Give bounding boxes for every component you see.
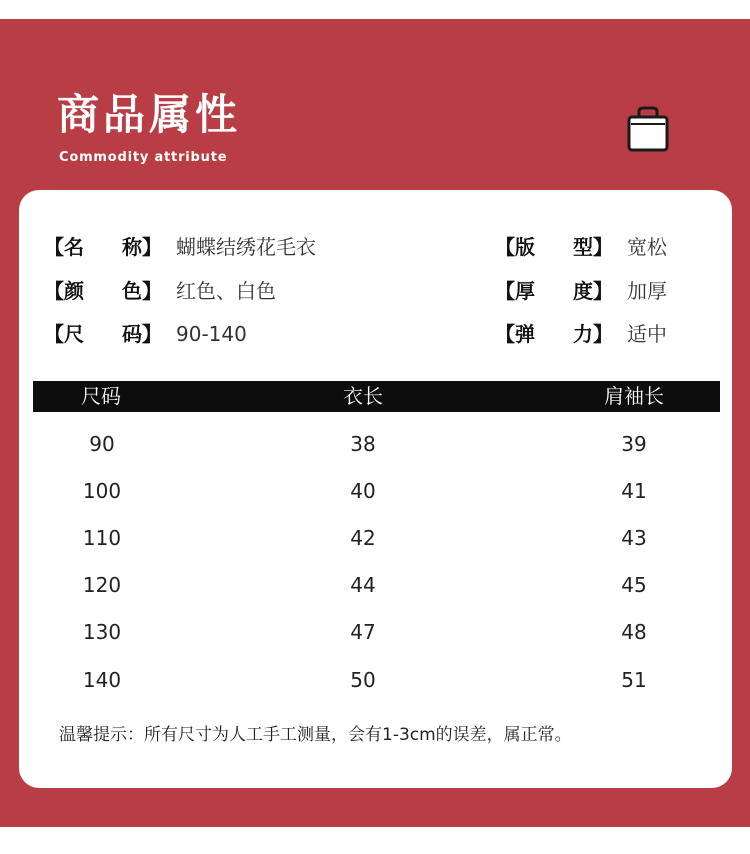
table-cell: 110 [82,526,122,550]
table-cell: 90 [89,432,115,456]
attr-key [44,319,162,349]
attr-value: 红色、白色 [176,279,276,303]
page-subtitle: Commodity attribute [59,150,228,165]
table-cell: 120 [82,573,122,597]
attr-value: 宽松 [627,235,667,259]
table-cell: 50 [350,668,376,692]
attr-key-end: 力】 [573,322,613,346]
table-cell: 100 [82,479,122,503]
table-cell: 140 [82,668,122,692]
attr-key-start: 【版 [495,235,535,259]
shopping-bag-icon [626,105,670,153]
table-cell: 130 [82,620,122,644]
column-header-sleeve: 肩袖长 [604,384,664,408]
attr-key [44,232,162,262]
attr-value: 90-140 [176,322,247,346]
table-cell: 40 [350,479,376,503]
size-table-header [33,381,720,412]
table-cell: 45 [621,573,647,597]
table-cell: 44 [350,573,376,597]
attr-key [495,319,613,349]
attr-key [495,276,613,306]
attr-key-end: 称】 [122,235,162,259]
table-cell: 42 [350,526,376,550]
column-header-size: 尺码 [81,384,121,408]
table-cell: 47 [350,620,376,644]
attr-key-start: 【厚 [495,279,535,303]
attr-key-end: 度】 [573,279,613,303]
attr-key-start: 【名 [44,235,84,259]
measurement-note: 温馨提示：所有尺寸为人工手工测量，会有1-3cm的误差，属正常。 [59,725,572,745]
attr-key-end: 色】 [122,279,162,303]
table-cell: 43 [621,526,647,550]
table-cell: 51 [621,668,647,692]
attr-value: 适中 [627,322,667,346]
attr-value: 蝴蝶结绣花毛衣 [176,235,316,259]
table-cell: 41 [621,479,647,503]
attr-key [44,276,162,306]
attr-value: 加厚 [627,279,667,303]
attr-key-start: 【弹 [495,322,535,346]
attr-key-start: 【尺 [44,322,84,346]
table-cell: 48 [621,620,647,644]
attr-key [495,232,613,262]
table-cell: 38 [350,432,376,456]
column-header-length: 衣长 [343,384,383,408]
table-cell: 39 [621,432,647,456]
page-title: 商品属性 [57,90,242,139]
attr-key-end: 码】 [122,322,162,346]
attr-key-start: 【颜 [44,279,84,303]
attr-key-end: 型】 [573,235,613,259]
